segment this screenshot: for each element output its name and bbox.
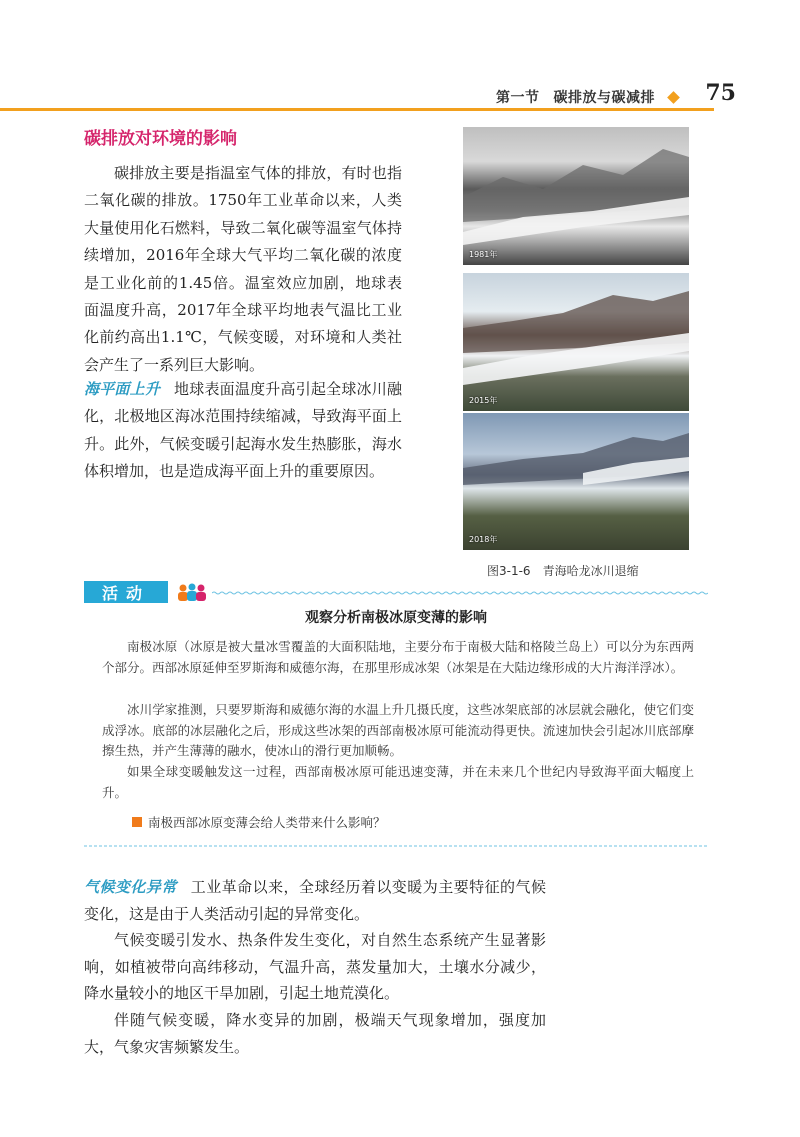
question-text: 南极西部冰原变薄会给人类带来什么影响？ — [148, 815, 386, 830]
activity-title: 观察分析南极冰原变薄的影响 — [305, 610, 487, 626]
section-title: 碳排放对环境的影响 — [84, 129, 237, 149]
header-rule — [0, 108, 714, 111]
intro-paragraph: 碳排放主要是指温室气体的排放，有时也指二氧化碳的排放。1750年工业革命以来，人类大量使用化石燃料，导致二氧化碳等温室气体持续增加，2016年全球大气平均二氧化碳的浓度是工业化前的1.45倍。温室效应加剧，地球表面温度升高，2017年全球平均地表气温比工业化前约高出1.1℃，气候变暖，对环境和人类社会产生了一系列巨大影响。 — [84, 164, 402, 374]
activity-question — [132, 813, 386, 831]
mountain-shape — [463, 273, 689, 411]
wavy-divider — [212, 591, 708, 595]
mountain-shape — [463, 127, 689, 265]
climate-text: 工业革命以来，全球经历着以变暖为主要特征的气候变化，这是由于人类活动引起的异常变化。 — [84, 878, 546, 923]
sea-level-text: 地球表面温度升高引起全球冰川融化，北极地区海冰范围持续缩减，导致海平面上升。此外，气候变暖引起海水发生热膨胀，海水体积增加，也是造成海平面上升的重要原因。 — [84, 380, 402, 481]
sea-level-paragraph — [84, 376, 402, 486]
mountain-shape — [463, 413, 689, 550]
sea-level-keyword: 海平面上升 — [84, 380, 161, 398]
diamond-icon — [667, 91, 680, 104]
header-section: 第一节 — [496, 90, 540, 106]
climate-paragraph-3: 伴随气候变暖，降水变异的加剧，极端天气现象增加，强度加大，气象灾害频繁发生。 — [84, 1011, 546, 1056]
activity-paragraph: 冰川学家推测，只要罗斯海和威德尔海的水温上升几摄氏度，这些冰架底部的冰层就会融化，使它们变成浮冰。底部的冰层融化之后，形成这些冰架的西部南极冰原可能流动得更快。流速加快会引起冰川底部摩擦生热，并产生薄薄的融水，使冰山的滑行更加顺畅。 — [102, 702, 694, 759]
glacier-photo-1981 — [463, 127, 689, 265]
header-title: 碳排放与碳减排 — [553, 90, 655, 106]
figure-caption: 图3-1-6 青海哈龙冰川退缩 — [487, 564, 639, 578]
people-icon — [176, 582, 208, 602]
running-header — [496, 87, 678, 107]
climate-paragraph-2: 气候变暖引发水、热条件发生变化，对自然生态系统产生显著影响，如植被带向高纬移动，气温升高，蒸发量加大，土壤水分减少，降水量较小的地区干旱加剧，引起土地荒漠化。 — [84, 931, 546, 1003]
activity-paragraph: 如果全球变暖触发这一过程，西部南极冰原可能迅速变薄，并在未来几个世纪内导致海平面大幅度上升。 — [102, 764, 694, 800]
climate-paragraph — [84, 874, 546, 927]
glacier-photo-2018 — [463, 413, 689, 550]
climate-keyword: 气候变化异常 — [84, 878, 177, 896]
wavy-divider — [84, 844, 708, 848]
activity-badge: 活动 — [84, 581, 168, 603]
photo-year-label: 2018年 — [469, 535, 498, 544]
page-number: 75 — [705, 80, 736, 106]
photo-year-label: 1981年 — [469, 250, 498, 259]
square-bullet-icon — [132, 817, 142, 827]
photo-year-label: 2015年 — [469, 396, 498, 405]
activity-paragraph: 南极冰原（冰原是被大量冰雪覆盖的大面积陆地，主要分布于南极大陆和格陵兰岛上）可以分为东西两个部分。西部冰原延伸至罗斯海和威德尔海，在那里形成冰架（冰架是在大陆边缘形成的大片海洋浮冰）。 — [102, 639, 694, 675]
glacier-photo-2015 — [463, 273, 689, 411]
